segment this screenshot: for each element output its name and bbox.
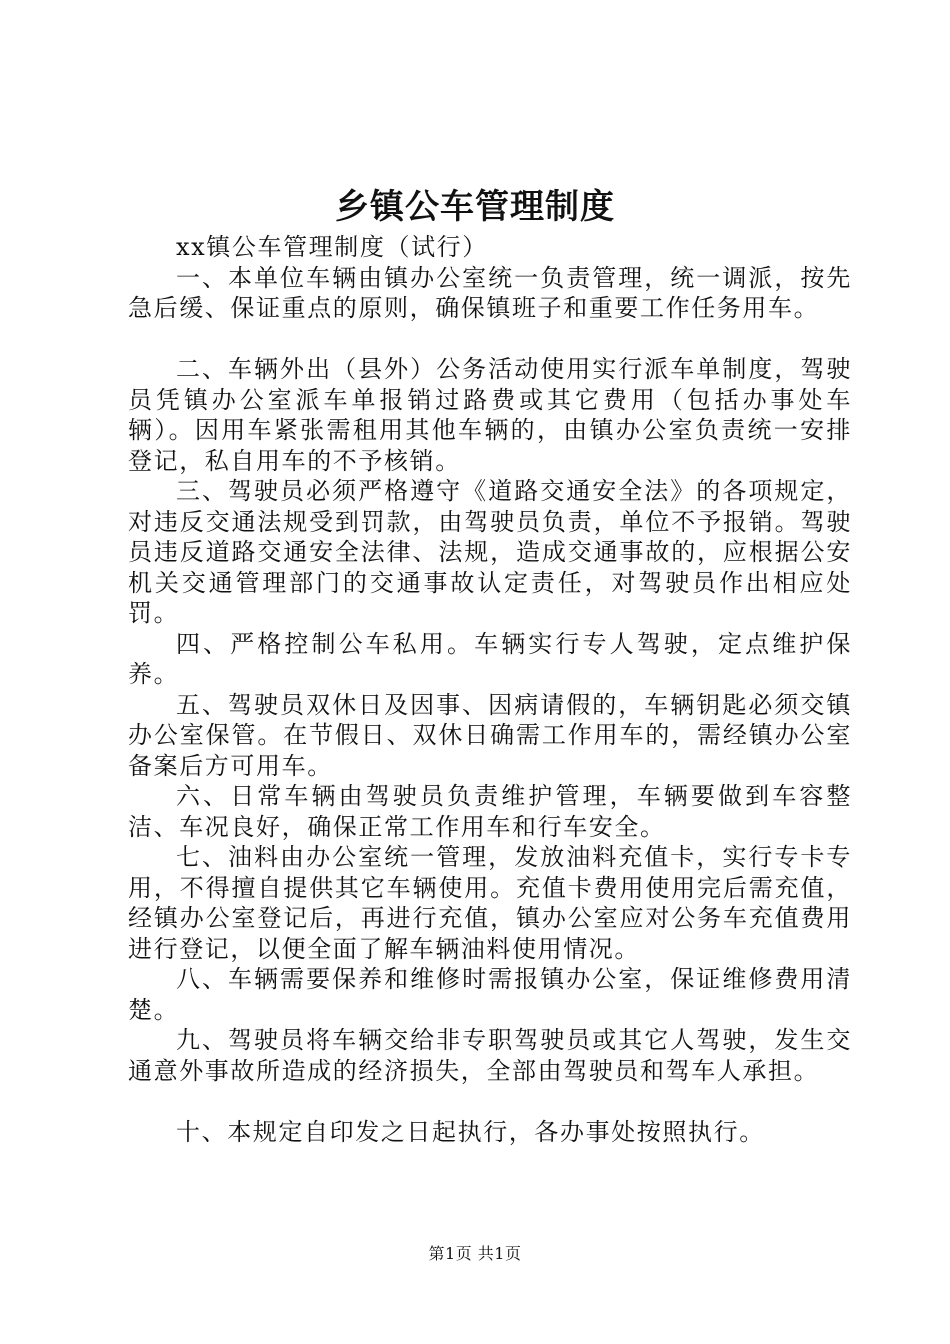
- rule-paragraph-10: 十、本规定自印发之日起执行，各办事处按照执行。: [176, 1117, 765, 1146]
- rule-paragraph-6: 六、日常车辆由驾驶员负责维护管理，车辆要做到车容整洁、车况良好，确保正常工作用车和行车安全。: [128, 782, 852, 841]
- document-body: [128, 232, 852, 1147]
- page-number-footer: 第1页 共1页: [428, 1244, 522, 1263]
- rule-paragraph-8: 八、车辆需要保养和维修时需报镇办公室，保证维修费用清楚。: [128, 965, 852, 1024]
- document-title: 乡镇公车管理制度: [335, 187, 615, 227]
- rule-paragraph-3: 三、驾驶员必须严格遵守《道路交通安全法》的各项规定，对违反交通法规受到罚款，由驾驶员负责，单位不予报销。驾驶员违反道路交通安全法律、法规，造成交通事故的，应根据公安机关交通管理部门的交通事故认定责任，对驾驶员作出相应处罚。: [128, 477, 852, 627]
- document-subtitle: xx镇公车管理制度（试行）: [176, 233, 488, 261]
- rule-paragraph-2: 二、车辆外出（县外）公务活动使用实行派车单制度，驾驶员凭镇办公室派车单报销过路费或其它费用（包括办事处车辆）。因用车紧张需租用其他车辆的，由镇办公室负责统一安排登记，私自用车的不予核销。: [128, 355, 852, 475]
- paragraph-spacer: [128, 324, 852, 355]
- rule-paragraph-7: 七、油料由办公室统一管理，发放油料充值卡，实行专卡专用，不得擅自提供其它车辆使用。充值卡费用使用完后需充值，经镇办公室登记后，再进行充值，镇办公室应对公务车充值费用进行登记，以便全面了解车辆油料使用情况。: [128, 843, 852, 963]
- rule-paragraph-9: 九、驾驶员将车辆交给非专职驾驶员或其它人驾驶，发生交通意外事故所造成的经济损失，全部由驾驶员和驾车人承担。: [128, 1026, 852, 1085]
- rule-paragraph-5: 五、驾驶员双休日及因事、因病请假的，车辆钥匙必须交镇办公室保管。在节假日、双休日确需工作用车的，需经镇办公室备案后方可用车。: [128, 690, 852, 780]
- rule-paragraph-1: 一、本单位车辆由镇办公室统一负责管理，统一调派，按先急后缓、保证重点的原则，确保镇班子和重要工作任务用车。: [128, 263, 852, 322]
- paragraph-spacer: [128, 1086, 852, 1117]
- rule-paragraph-4: 四、严格控制公车私用。车辆实行专人驾驶，定点维护保养。: [128, 629, 852, 688]
